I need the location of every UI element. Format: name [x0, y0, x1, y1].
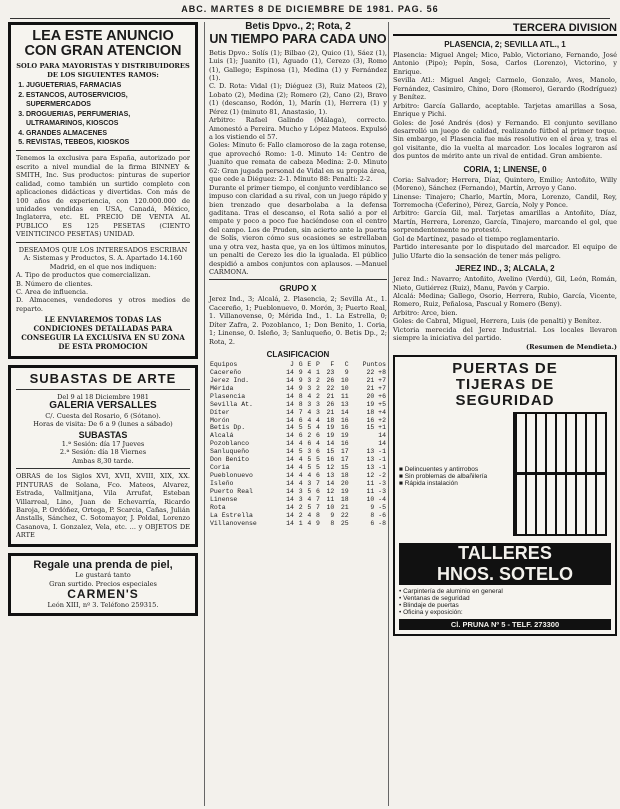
list-item: 1. JUGUETERIAS, FARMACIAS: [26, 81, 190, 90]
team-name-cell: Díter: [210, 408, 230, 416]
stat-cell: 14: [286, 416, 294, 424]
stat-cell: 14: [340, 408, 349, 416]
stat-cell: 4: [316, 416, 320, 424]
stat-cell: 15: [340, 464, 349, 472]
stat-cell: 14: [286, 479, 294, 487]
stat-cell: 3: [298, 495, 303, 503]
stat-cell: 14: [326, 440, 335, 448]
stat-cell: 14: [286, 408, 294, 416]
table-row: [209, 385, 387, 393]
ad-address: Cl. PRUNA Nº 5 - TELF. 273300: [399, 619, 611, 630]
team-name-cell: Sanluqueño: [210, 448, 250, 456]
article-paragraph: Alcalá: Medina; Gallego, Osorio, Herrera, Rubio, García, Vicente, Romero, Ruiz, Peñalosa, Pascual y Romero (Beny).: [393, 291, 617, 309]
bullet-text: Ventanas de seguridad: [403, 595, 470, 603]
ad-title-line: SEGURIDAD: [455, 391, 555, 409]
bullet-text: Rápida instalación: [404, 480, 458, 488]
table-row: [209, 369, 387, 377]
article-paragraph: Arbitro: García Gil, mal. Tarjetas amarillas a Antoñito, Díaz, Martín, Herrera, Lorenzo, García, Tinajero, marcando el gol, que sorprendentemente no protestó.: [393, 209, 617, 235]
stat-cell: 5: [307, 464, 312, 472]
column-header: G: [298, 361, 303, 369]
bullet-item: ■ Sin problemas de albañilería: [399, 473, 488, 481]
stat-cell: 15 +1: [366, 424, 386, 432]
stat-cell: 6 -8: [370, 519, 386, 527]
stat-cell: 11 -3: [366, 479, 386, 487]
stat-cell: 26: [326, 376, 335, 384]
stat-cell: 3: [298, 487, 303, 495]
stat-cell: 14: [286, 471, 294, 479]
stat-cell: 26: [326, 400, 335, 408]
bullet-text: Oficina y exposición:: [403, 609, 463, 617]
article-paragraph: Goles: de Cabral, Miguel, Herrera, Luis (de penalti) y Benítez.: [393, 317, 602, 326]
stat-cell: 4: [307, 495, 312, 503]
right-column: [388, 22, 617, 806]
stat-cell: 14: [286, 384, 294, 392]
list-item: A. Tipo de productos que comercializan.: [16, 271, 151, 280]
left-column: [8, 22, 198, 806]
scissor-gate-illustration: [513, 412, 607, 536]
article-byline: (Resumen de Mendieta.): [526, 342, 617, 351]
stat-cell: 6: [298, 432, 303, 440]
match-title: CORIA, 1; LINENSE, 0: [463, 164, 547, 174]
stat-cell: 1: [316, 368, 320, 376]
list-item: 5. REVISTAS, TEBEOS, KIOSKOS: [26, 138, 190, 147]
table-row: [209, 409, 387, 417]
stat-cell: 8: [316, 511, 320, 519]
stat-cell: 4: [307, 471, 312, 479]
stat-cell: 12 -2: [366, 471, 386, 479]
stat-cell: 9: [316, 519, 320, 527]
stat-cell: 4: [316, 424, 320, 432]
group-title: GRUPO X: [279, 284, 317, 294]
table-row: [209, 377, 387, 385]
stat-cell: 5: [298, 448, 303, 456]
stat-cell: 14: [286, 368, 294, 376]
ad-auction-session2: 2.ª Sesión: día 18 Viernes: [59, 448, 147, 457]
stat-cell: 5: [307, 424, 312, 432]
ad-auction-title: SUBASTAS DE ARTE: [29, 371, 177, 387]
ad-brand-line2: HNOS. SOTELO: [399, 564, 611, 585]
list-item: B. Número de clientes.: [16, 279, 93, 288]
table-row: [209, 417, 387, 425]
table-body: [209, 369, 387, 527]
team-name-cell: Don Benito: [210, 456, 250, 464]
stat-cell: 13: [326, 471, 335, 479]
divider: [16, 150, 190, 151]
stat-cell: 4: [307, 408, 312, 416]
team-name-cell: Mérida: [210, 384, 234, 392]
stat-cell: 7: [316, 479, 320, 487]
stat-cell: 5: [298, 424, 303, 432]
table-row: [209, 432, 387, 440]
stat-cell: 22: [340, 511, 349, 519]
stat-cell: 10: [340, 384, 349, 392]
stat-cell: 4: [307, 519, 312, 527]
stat-cell: 14: [286, 376, 294, 384]
stat-cell: 19 +5: [366, 400, 386, 408]
stat-cell: 16: [326, 456, 335, 464]
stat-cell: 2: [307, 432, 312, 440]
ad-auction-address: C/. Cuesta del Rosario, 6 (Sótano).: [45, 411, 161, 420]
stat-cell: 14: [286, 392, 294, 400]
team-name-cell: Linense: [210, 495, 238, 503]
stat-cell: 9: [298, 384, 303, 392]
stat-cell: 15: [326, 448, 335, 456]
column-header: P: [316, 361, 320, 369]
match-headline: UN TIEMPO PARA CADA UNO: [209, 31, 387, 46]
column-header: Equipos: [210, 361, 238, 369]
stat-cell: 9: [330, 511, 335, 519]
page-header: ABC. MARTES 8 DE DICIEMBRE DE 1981. PAG. 56: [10, 4, 610, 19]
section-title: TERCERA DIVISION: [393, 22, 617, 36]
list-item: 2. ESTANCOS, AUTOSERVICIOS, SUPERMERCADOS: [26, 91, 190, 110]
stat-cell: 16: [340, 416, 349, 424]
ad-furs: [8, 553, 198, 616]
column-header: E: [307, 361, 312, 369]
article-paragraph: Sevilla Atl.: Miguel Angel; Carmelo, Gonzalo, Aves, Manolo, Fernández, Casimiro, Chino, Doro (Romero), Gerardo (Rodríguez) y Benítez.: [393, 76, 617, 102]
stat-cell: 8: [298, 400, 303, 408]
divider: [16, 389, 190, 390]
stat-cell: 4: [307, 511, 312, 519]
stat-cell: 4: [307, 392, 312, 400]
ad-auction: [8, 365, 198, 547]
stat-cell: 5: [307, 456, 312, 464]
stat-cell: 18: [340, 471, 349, 479]
article-paragraph: Betis Dpvo.: Solís (1); Bilbao (2), Quico (1), Sáez (1), Luis (1); Juanito (1), Aguado (1), Cerezo (3), Romo (1), Gallego; Espinosa (1), Medina (1) y Fernández (1).: [209, 48, 387, 82]
stat-cell: 18: [326, 416, 335, 424]
stat-cell: 7: [316, 495, 320, 503]
bullet-text: Sin problemas de albañilería: [404, 473, 488, 481]
stat-cell: 4: [298, 464, 303, 472]
stat-cell: 8: [330, 519, 335, 527]
stat-cell: 14: [378, 432, 386, 440]
team-name-cell: La Estrella: [210, 511, 253, 519]
team-name-cell: Pozoblanco: [210, 440, 250, 448]
stat-cell: 14: [286, 511, 294, 519]
stat-cell: 21: [326, 408, 335, 416]
stat-cell: 3: [316, 400, 320, 408]
ad-crayons-title: LEA ESTE ANUNCIO CON GRAN ATENCION: [24, 28, 182, 60]
ad-furs-line1: Le gustará tanto: [75, 571, 131, 580]
table-row: [209, 512, 387, 520]
stat-cell: 22 +8: [366, 368, 386, 376]
table-row: [209, 448, 387, 456]
stat-cell: 6: [316, 471, 320, 479]
stat-cell: 3: [307, 376, 312, 384]
stat-cell: 18 +4: [366, 408, 386, 416]
article-paragraph: Goles: Minuto 6: Fallo clamoroso de la zaga rotense, que aprovechó Romo: 1-0. Minuto 14: Centro de Juanito que remata de cabeza Medina: 2-0. Minuto 62: Gran jugada personal de Vidal en su propia área, que cede a Diéguez: 2-1. Minuto 88: Penalti: 2-2.: [209, 141, 387, 184]
stat-cell: 4: [298, 471, 303, 479]
stat-cell: 14: [286, 519, 294, 527]
stat-cell: 11 -3: [366, 487, 386, 495]
stat-cell: 6: [316, 448, 320, 456]
table-row: [209, 464, 387, 472]
table-row: [209, 472, 387, 480]
bullet-text: Delincuentes y antirrobos: [404, 466, 479, 474]
stat-cell: 3: [307, 448, 312, 456]
article-paragraph: Coria: Salvador; Herrera, Díaz, Quintero, Emilio; Antoñito, Willy (Moreno), Sánchez (Fernando), Martín, Arroyo y Cano.: [393, 175, 617, 193]
stat-cell: 13: [340, 400, 349, 408]
stat-cell: 13 -1: [366, 464, 386, 472]
article-paragraph: Victoria merecida del Jerez Industrial. Los locales llevaron siempre la iniciativa del partido.: [393, 325, 617, 343]
stat-cell: 14: [378, 440, 386, 448]
group-results: Jerez Ind., 3; Alcalá, 2. Plasencia, 2; Sevilla At., 1. Cacereño, 1; Pueblonuevo, 0. Morón, 3; Puerto Real, 1. Villanovense, 0; Mérida Ind., 1. La Estrella, 0; Díter Zafra, 2. Pozoblanco, 1; Don Benito, 1. Coria, 1; Linense, 0. Isleño, 3; Sanluqueño, 0. Betis Dp., 2; Rota, 2.: [209, 295, 387, 346]
table-row: [209, 424, 387, 432]
team-name-cell: Betis Dp.: [210, 424, 246, 432]
ad-title-line: PUERTAS DE: [452, 360, 558, 377]
ad-auction-gallery: GALERIA VERSALLES: [49, 400, 157, 412]
stat-cell: 16: [340, 424, 349, 432]
divider: [209, 279, 387, 280]
stat-cell: 16 +2: [366, 416, 386, 424]
stat-cell: 4: [298, 440, 303, 448]
stat-cell: 7: [298, 408, 303, 416]
stat-cell: 14: [286, 440, 294, 448]
article-paragraph: Arbitro: Rafael Galindo (Málaga), correcto. Amonestó a Pereira. Mucho y López Mateos. Expulsó a los vistiendo el 57.: [209, 116, 387, 141]
article-paragraph: Durante el primer tiempo, el conjunto verdiblanco se impuso con claridad a su rival, con un juego rápido y bien trenzado que desarbolaba a la defensa gaditana. Tras el descanso, el Rota salió a por el empate y poco a poco fue haciéndose con el centro del campo. Los de Pruden, sin acierto ante la puerta de Solís, vieron cómo sus ocasiones se estrellaban una y otra vez, hasta que, ya en los últimos minutos, un penalti de Cerezo les dio la igualada. El público despidió a ambos conjuntos con aplausos. —Manuel CARMONA.: [209, 183, 387, 276]
article-paragraph: C. D. Rota: Vidal (1); Diéguez (3), Ruiz Mateos (2), Lobato (2), Medina (2); Romero (2), Cano (2), Bravo (1) (descanso, Rodón, 1), Marín (1), Herrera (1) y Pérez (1) (minuto 81, Anastasio, 1).: [209, 82, 387, 116]
stat-cell: 14: [286, 464, 294, 472]
table-header-row: [209, 361, 387, 369]
article-paragraph: Gol de Martínez, pasado el tiempo reglamentario.: [393, 234, 560, 243]
table-row: [209, 520, 387, 528]
stat-cell: 6: [307, 440, 312, 448]
team-name-cell: Coria: [210, 464, 230, 472]
table-row: [209, 488, 387, 496]
article-paragraph: Goles: de José Andrés (dos) y Fernando. El conjunto sevillano desarrolló un juego de calidad, realizando fútbol al primer toque. Sin embargo, el Plasencia fue más resolutivo en el área y, tras el gol visitante, dio la vuelta al marcador. Los locales lograron así dos puntos de mérito ante un rival de entidad. Gran ambiente.: [393, 118, 617, 161]
ad-crayons-footer: LE ENVIAREMOS TODAS LAS CONDICIONES DETALLADAS PARA CONSEGUIR LA EXCLUSIVA EN SU ZONA DE ESTA PROMOCION: [21, 315, 185, 352]
stat-cell: 12: [326, 464, 335, 472]
ad-title-line: TIJERAS DE: [455, 375, 555, 393]
article-paragraph: Linense: Tinajero; Charlo, Martín, Mora, Lorenzo, Candil, Rey, Torremocha (Ceferino), Pérez, García, Noly y Ponce.: [393, 192, 617, 209]
stat-cell: 6: [316, 487, 320, 495]
column-header: F: [330, 361, 335, 369]
middle-column: [204, 22, 387, 806]
stat-cell: 8 -6: [370, 511, 386, 519]
stat-cell: 25: [340, 519, 349, 527]
stat-cell: 21: [340, 503, 349, 511]
stat-cell: 19: [340, 432, 349, 440]
stat-cell: 4: [298, 479, 303, 487]
match-title: PLASENCIA, 2; SEVILLA ATL., 1: [444, 40, 566, 49]
stat-cell: 5: [316, 456, 320, 464]
stat-cell: 14: [326, 479, 335, 487]
stat-cell: 9 -5: [370, 503, 386, 511]
stat-cell: 13 -1: [366, 448, 386, 456]
table-row: [209, 456, 387, 464]
list-item: D. Almacenes, vendedores y otros medios de reparto.: [16, 296, 190, 313]
stat-cell: 16: [340, 440, 349, 448]
stat-cell: 21 +7: [366, 384, 386, 392]
article-paragraph: Jerez Ind.: Navarro; Antoñito, Avelino (Verdú), Gil, León, Román, Nieto, Gutiérrez (Ruiz), Manu, Pavón y Carpio.: [393, 275, 617, 292]
stat-cell: 5: [307, 487, 312, 495]
classification-title: CLASIFICACION: [266, 350, 330, 360]
stat-cell: 23: [326, 368, 335, 376]
bullet-text: Blindaje de puertas: [403, 602, 459, 610]
team-name-cell: Isleño: [210, 479, 234, 487]
table-row: [209, 401, 387, 409]
stat-cell: 17: [340, 448, 349, 456]
stat-cell: 20: [340, 479, 349, 487]
stat-cell: 9: [298, 376, 303, 384]
ad-auction-session1: 1.ª Sesión: día 17 Jueves: [61, 439, 145, 448]
ad-crayons-body: Tenemos la exclusiva para España, autorizado por escrito a nivel mundial de la firma BINNEY & SMITH, Inc. Sus productos: pinturas de superior calidad, como también un surtido completo con aplicaciones didácticas y divertidas. Con más de 100 años de experiencia, con 120.000.000 de unidades vendidas en USA, Canadá, México, Inglaterra, etc. EL PRECIO DE VENTA AL PUBLICO ES 125 PESETAS (CIENTO VEINTICINCO PESETAS) UNIDAD.: [16, 154, 190, 239]
ad-crayons-intro: SOLO PARA MAYORISTAS Y DISTRIBUIDORES DE LOS SIGUIENTES RAMOS:: [16, 62, 190, 79]
ad-auction-sub: SUBASTAS: [78, 429, 128, 440]
ad-furs-address: León XIII, nº 3. Teléfono 259315.: [47, 600, 159, 609]
stat-cell: 4: [298, 456, 303, 464]
stat-cell: 22: [326, 384, 335, 392]
stat-cell: 6: [316, 432, 320, 440]
stat-cell: 11: [340, 392, 349, 400]
team-name-cell: Puerto Real: [210, 487, 253, 495]
stat-cell: 14: [286, 495, 294, 503]
bullet-item: ■ Rápida instalación: [399, 480, 458, 488]
classification-table: [209, 361, 387, 527]
bullet-item: ■ Delincuentes y antirrobos: [399, 466, 479, 474]
stat-cell: 3: [316, 408, 320, 416]
ad-auction-hours: Horas de visita: De 6 a 9 (lunes a sábado): [33, 420, 173, 429]
stat-cell: 10: [326, 503, 335, 511]
stat-cell: 2: [298, 511, 303, 519]
stat-cell: 18: [340, 495, 349, 503]
table-row: [209, 440, 387, 448]
stat-cell: 10: [340, 376, 349, 384]
article-paragraph: Partido interesante por lo disputado del marcador. El equipo de Julio Ufarte dio la sensación de tener más peligro.: [393, 243, 617, 260]
stat-cell: 14: [286, 487, 294, 495]
stat-cell: 4: [307, 368, 312, 376]
stat-cell: 9: [344, 368, 349, 376]
team-name-cell: Villanovense: [210, 519, 257, 527]
team-name-cell: Jerez Ind.: [210, 376, 250, 384]
article-paragraph: Arbitro: Arce, bien.: [393, 308, 458, 317]
stat-cell: 19: [326, 432, 335, 440]
team-name-cell: Pueblonuevo: [210, 471, 253, 479]
ad-security-doors: [393, 355, 617, 636]
bullet-item: • Oficina y exposición:: [399, 609, 463, 617]
stat-cell: 9: [298, 368, 303, 376]
bullet-item: • Ventanas de seguridad: [399, 595, 470, 603]
team-name-cell: Morón: [210, 416, 230, 424]
stat-cell: 12: [326, 487, 335, 495]
ad-crayons-body2: DESEAMOS QUE LOS INTERESADOS ESCRIBAN A: Sistemas y Productos, S. A. Apartado 14.160 Madrid, en el que nos indiquen:: [18, 245, 188, 271]
stat-cell: 14: [286, 424, 294, 432]
bullet-item: • Blindaje de puertas: [399, 602, 459, 610]
table-row: [209, 496, 387, 504]
stat-cell: 6: [298, 416, 303, 424]
stat-cell: 3: [307, 384, 312, 392]
stat-cell: 14: [286, 400, 294, 408]
stat-cell: 13 -1: [366, 456, 386, 464]
list-item: C. Area de influencia.: [16, 287, 89, 296]
divider: [16, 242, 190, 243]
column-header: J: [290, 361, 294, 369]
stat-cell: 19: [340, 487, 349, 495]
ad-auction-dates: Del 9 al 18 Diciembre 1981: [57, 392, 149, 401]
stat-cell: 17: [340, 456, 349, 464]
stat-cell: 4: [316, 440, 320, 448]
team-name-cell: Plasencia: [210, 392, 246, 400]
list-item: 4. GRANDES ALMACENES: [26, 129, 190, 138]
stat-cell: 14: [286, 448, 294, 456]
list-item: 3. DROGUERIAS, PERFUMERIAS, ULTRAMARINOS, KIOSCOS: [26, 110, 190, 129]
stat-cell: 2: [316, 376, 320, 384]
team-name-cell: Sevilla At.: [210, 400, 253, 408]
stat-cell: 14: [286, 432, 294, 440]
team-name-cell: Cacereño: [210, 368, 242, 376]
stat-cell: 2: [298, 503, 303, 511]
bullet-item: • Carpintería de aluminio en general: [399, 588, 503, 596]
stat-cell: 20 +6: [366, 392, 386, 400]
ad-crayons-items: [16, 81, 190, 147]
stat-cell: 8: [298, 392, 303, 400]
ad-crayons: [8, 22, 198, 359]
stat-cell: 21: [326, 392, 335, 400]
ad-furs-line2: Gran surtido. Precios especiales: [49, 579, 157, 588]
stat-cell: 19: [326, 424, 335, 432]
team-name-cell: Alcalá: [210, 432, 234, 440]
table-row: [209, 504, 387, 512]
bullet-text: Carpintería de aluminio en general: [403, 588, 503, 596]
ad-furs-title: Regale una prenda de piel,: [33, 558, 173, 571]
ad-brand-line1: TALLERES: [399, 543, 611, 564]
stat-cell: 5: [307, 503, 312, 511]
article-paragraph: Arbitro: García Gallardo, aceptable. Tarjetas amarillas a Sosa, Enrique y Pichi.: [393, 101, 617, 119]
stat-cell: 3: [307, 400, 312, 408]
stat-cell: 11: [326, 495, 335, 503]
article-paragraph: Plasencia: Miguel Angel; Mico, Pablo, Victoriano, Fernando, José Antonio (Pipo); Pepín, Sosa, Carlos (Lorenzo), Victorino, y Enrique.: [393, 51, 617, 76]
stat-cell: 21 +7: [366, 376, 386, 384]
column-header: Puntos: [362, 361, 386, 369]
stat-cell: 4: [307, 416, 312, 424]
stat-cell: 14: [286, 503, 294, 511]
stat-cell: 2: [316, 392, 320, 400]
ad-auction-works: OBRAS de los Siglos XVI, XVII, XVIII, XIX, XX. PINTURAS de Solana, Fco. Mateos, Alvarez, Estrada, Vallmitjana, Vila Arrufat, Esteban Villarreal, Lino, Juan de Echevarría, Ricardo Baroja, P. Ordóñez, Ortega, P. Scarcia, Cañas, Julián Anstalls, Sánchez, C. Sotomayor, J. Poldal, Lorenzo Casanova, I. Gonzalez, Vela, etc. ... y OBJETOS DE ARTE: [16, 472, 190, 540]
table-row: [209, 393, 387, 401]
ad-furs-brand: CARMEN'S: [67, 587, 139, 602]
stat-cell: 14: [286, 456, 294, 464]
column-header: C: [344, 361, 349, 369]
match-score: Betis Dpvo., 2; Rota, 2: [245, 22, 351, 32]
table-row: [209, 480, 387, 488]
match-title: JEREZ IND., 3; ALCALA, 2: [455, 264, 555, 274]
stat-cell: 3: [307, 479, 312, 487]
stat-cell: 7: [316, 503, 320, 511]
team-name-cell: Rota: [210, 503, 226, 511]
stat-cell: 5: [316, 464, 320, 472]
stat-cell: 1: [298, 519, 303, 527]
ad-auction-time: Ambas 8,30 tarde.: [72, 456, 134, 465]
divider: [16, 468, 190, 469]
stat-cell: 2: [316, 384, 320, 392]
stat-cell: 10 -4: [366, 495, 386, 503]
